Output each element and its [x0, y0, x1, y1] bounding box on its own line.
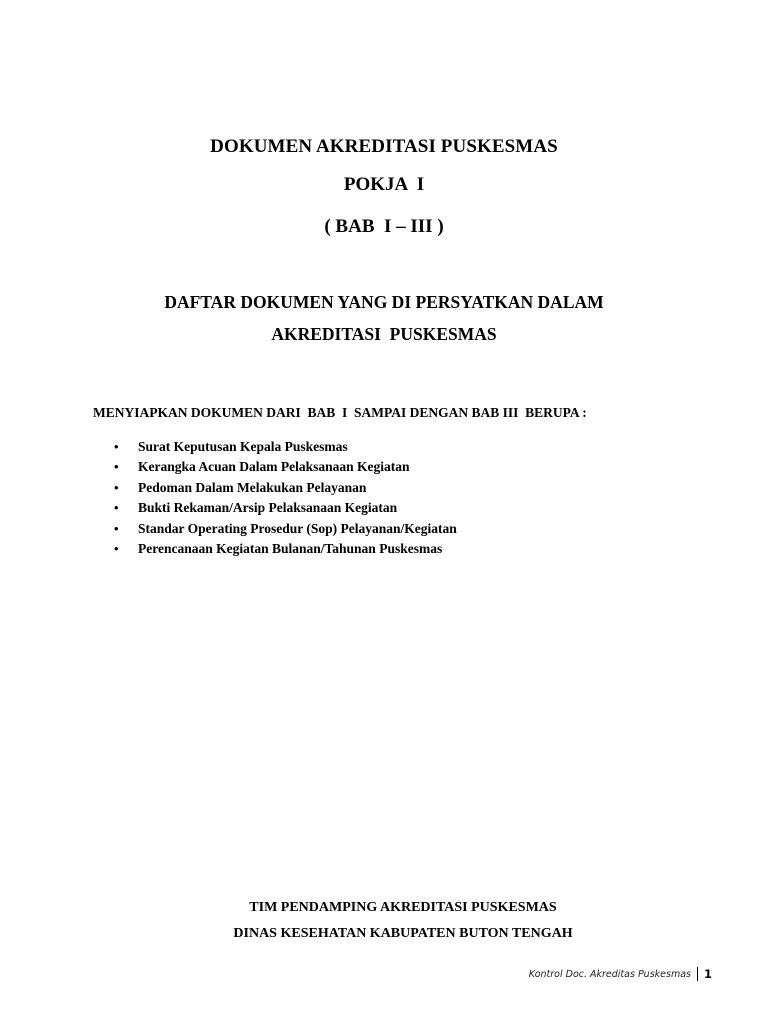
list-item-text: Surat Keputusan Kepala Puskesmas [138, 439, 348, 454]
bullet-icon: • [114, 439, 119, 454]
bullet-icon: • [114, 500, 119, 516]
bullet-icon: • [114, 459, 119, 475]
page-footer-label: Kontrol Doc. Akreditas Puskesmas [528, 968, 691, 980]
subtitle-line-2: AKREDITASI PUSKESMAS [271, 324, 497, 344]
office-name: DINAS KESEHATAN KABUPATEN BUTON TENGAH [233, 926, 573, 941]
document-title: DOKUMEN AKREDITASI PUSKESMAS [210, 136, 558, 157]
team-name: TIM PENDAMPING AKREDITASI PUSKESMAS [249, 900, 557, 915]
list-item-text: Standar Operating Prosedur (Sop) Pelayanan/Kegiatan [138, 520, 457, 536]
bullet-icon: • [114, 479, 119, 495]
list-item-text: Bukti Rekaman/Arsip Pelaksanaan Kegiatan [138, 500, 398, 516]
page-footer-divider [697, 967, 698, 981]
page-footer [529, 967, 712, 981]
bullet-icon: • [114, 540, 119, 556]
page-number: 1 [703, 967, 712, 981]
pokja-label: POKJA I [343, 174, 425, 195]
bab-range-label: ( BAB I – III ) [324, 216, 444, 237]
list-item-text: Pedoman Dalam Melakukan Pelayanan [138, 479, 367, 495]
list-item-text: Perencanaan Kegiatan Bulanan/Tahunan Puskesmas [138, 540, 443, 556]
intro-text: MENYIAPKAN DOKUMEN DARI BAB I SAMPAI DENGAN BAB III BERUPA : [93, 405, 587, 420]
list-item-text: Kerangka Acuan Dalam Pelaksanaan Kegiatan [138, 459, 410, 475]
subtitle-line-1: DAFTAR DOKUMEN YANG DI PERSYATKAN DALAM [164, 292, 604, 312]
bullet-icon: • [114, 520, 119, 536]
